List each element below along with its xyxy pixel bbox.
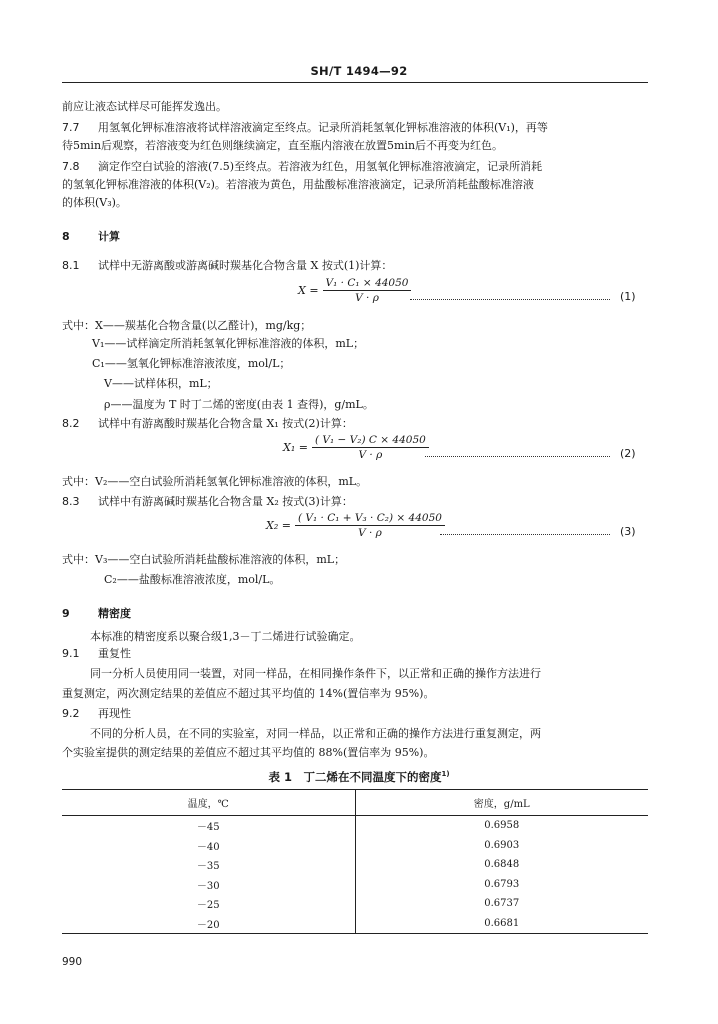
equation-numerator: V₁ · C₁ × 44050 — [323, 277, 412, 291]
temperature-cell: －40 — [62, 836, 355, 856]
section-title: 计算 — [98, 230, 120, 243]
section-title: 精密度 — [98, 607, 131, 620]
section-text: 滴定作空白试验的溶液(7.5)至终点。若溶液为红色，用氢氧化钾标准溶液滴定，记录所消耗 — [98, 160, 543, 173]
section-8-2-line — [62, 416, 648, 431]
section-number: 8 — [62, 230, 70, 243]
section-number: 9.1 — [62, 647, 80, 660]
leader-dots — [410, 299, 610, 300]
table-row — [62, 875, 648, 895]
definition-c2: C₂——盐酸标准溶液浓度，mol/L。 — [104, 573, 281, 586]
table-row — [62, 894, 648, 914]
where-definition-x — [62, 318, 648, 333]
section-text: 试样中有游离酸时羰基化合物含量 X₁ 按式(2)计算： — [98, 417, 353, 430]
equation-fraction — [295, 512, 445, 539]
definition-text: X——羰基化合物含量(以乙醛计)，mg/kg； — [95, 319, 312, 332]
temperature-cell: －30 — [62, 875, 355, 895]
page-header: SH/T 1494—92 — [310, 64, 408, 78]
section-8-3-line — [62, 494, 648, 509]
header-rule — [62, 82, 648, 83]
section-9-2-line-1: 不同的分析人员，在不同的实验室，对同一样品，以正常和正确的操作方法进行重复测定，两 — [90, 727, 541, 740]
section-number: 8.2 — [62, 417, 80, 430]
definition-c1: C₁——氢氧化钾标准溶液浓度，mol/L； — [92, 357, 291, 370]
section-7-8-line-2: 的氢氧化钾标准溶液的体积(V₂)。若溶液为黄色，用盐酸标准溶液滴定，记录所消耗盐酸标准溶液 — [62, 178, 534, 191]
equation-denominator: V · ρ — [358, 449, 383, 461]
continuation-line: 前应让液态试样尽可能挥发逸出。 — [62, 100, 227, 113]
definition-v2: 式中：V₂——空白试验所消耗氢氧化钾标准溶液的体积，mL。 — [62, 475, 368, 488]
section-9-intro: 本标准的精密度系以聚合级1,3－丁二烯进行试验确定。 — [90, 630, 361, 643]
equation-number: (3) — [620, 525, 636, 538]
definition-rho: ρ——温度为 T 时丁二烯的密度(由表 1 查得)，g/mL。 — [104, 398, 374, 411]
equation-1 — [298, 277, 411, 304]
section-9-1-line-2: 重复测定，两次测定结果的差值应不超过其平均值的 14%(置信率为 95%)。 — [62, 687, 435, 700]
section-9-2-heading — [62, 706, 648, 721]
section-7-7-line-2: 待5min后观察，若溶液变为红色则继续滴定，直至瓶内溶液在放置5min后不再变为红色。 — [62, 139, 504, 152]
equation-lhs: X = — [298, 284, 319, 297]
equation-denominator: V · ρ — [358, 527, 382, 539]
section-number: 8.1 — [62, 259, 80, 272]
equation-numerator: ( V₁ · C₁ + V₃ · C₂) × 44050 — [295, 512, 445, 526]
table-caption-text: 表 1 丁二烯在不同温度下的密度 — [268, 770, 442, 784]
section-text: 试样中有游离碱时羰基化合物含量 X₂ 按式(3)计算： — [98, 495, 353, 508]
section-8-1-line — [62, 258, 648, 273]
equation-numerator: ( V₁ − V₂) C × 44050 — [312, 434, 429, 448]
equation-number: (2) — [620, 447, 636, 460]
section-title: 再现性 — [98, 707, 131, 720]
section-number: 9 — [62, 607, 70, 620]
section-number: 8.3 — [62, 495, 80, 508]
column-header-density: 密度，g/mL — [355, 790, 648, 816]
where-label: 式中： — [62, 319, 95, 332]
density-cell: 0.6793 — [484, 878, 520, 890]
section-9-2-line-2: 个实验室提供的测定结果的差值应不超过其平均值的 88%(置信率为 95%)。 — [62, 746, 435, 759]
section-title: 重复性 — [98, 647, 131, 660]
density-cell: 0.6903 — [484, 839, 520, 851]
table-row — [62, 914, 648, 934]
section-number: 7.7 — [62, 121, 80, 134]
section-8-heading — [62, 229, 648, 244]
density-table — [62, 789, 648, 934]
temperature-cell: －25 — [62, 894, 355, 914]
equation-lhs: X₂ = — [266, 519, 291, 532]
section-text: 试样中无游离酸或游离碱时羰基化合物含量 X 按式(1)计算： — [98, 259, 393, 272]
density-cell: 0.6958 — [484, 820, 520, 832]
section-9-1-heading — [62, 646, 648, 661]
equation-lhs: X₁ = — [283, 441, 308, 454]
equation-fraction — [323, 277, 412, 304]
section-9-heading — [62, 606, 648, 621]
section-number: 9.2 — [62, 707, 80, 720]
density-cell: 0.6848 — [484, 859, 520, 871]
section-7-8-line-1 — [62, 159, 648, 174]
definition-v1: V₁——试样滴定所消耗氢氧化钾标准溶液的体积，mL； — [92, 337, 365, 350]
temperature-cell: －20 — [62, 914, 355, 934]
equation-2 — [283, 434, 429, 461]
table-caption — [0, 769, 718, 785]
density-cell: 0.6681 — [355, 914, 648, 934]
equation-3 — [266, 512, 445, 539]
column-header-temperature: 温度，℃ — [62, 790, 355, 816]
equation-number: (1) — [620, 290, 636, 303]
equation-denominator: V · ρ — [355, 292, 379, 304]
table-row — [62, 836, 648, 856]
section-7-7-line-1 — [62, 120, 648, 135]
temperature-cell: －45 — [62, 816, 355, 836]
leader-dots — [425, 456, 610, 457]
definition-v: V——试样体积，mL； — [104, 377, 218, 390]
section-9-1-line-1: 同一分析人员使用同一装置，对同一样品，在相同操作条件下，以正常和正确的操作方法进行 — [90, 667, 541, 680]
section-number: 7.8 — [62, 160, 80, 173]
density-cell: 0.6737 — [484, 898, 520, 910]
section-text: 用氢氧化钾标准溶液将试样溶液滴定至终点。记录所消耗氢氧化钾标准溶液的体积(V₁)，再等 — [98, 121, 548, 134]
temperature-cell: －35 — [62, 855, 355, 875]
leader-dots — [440, 534, 610, 535]
page-number: 990 — [62, 956, 83, 968]
table-header-row — [62, 790, 648, 816]
equation-fraction — [312, 434, 429, 461]
table-caption-footnote: 1) — [441, 770, 450, 779]
section-7-8-line-3: 的体积(V₃)。 — [62, 196, 127, 209]
table-row — [62, 855, 648, 875]
table-row — [62, 816, 648, 836]
definition-v3: 式中：V₃——空白试验所消耗盐酸标准溶液的体积，mL； — [62, 553, 346, 566]
